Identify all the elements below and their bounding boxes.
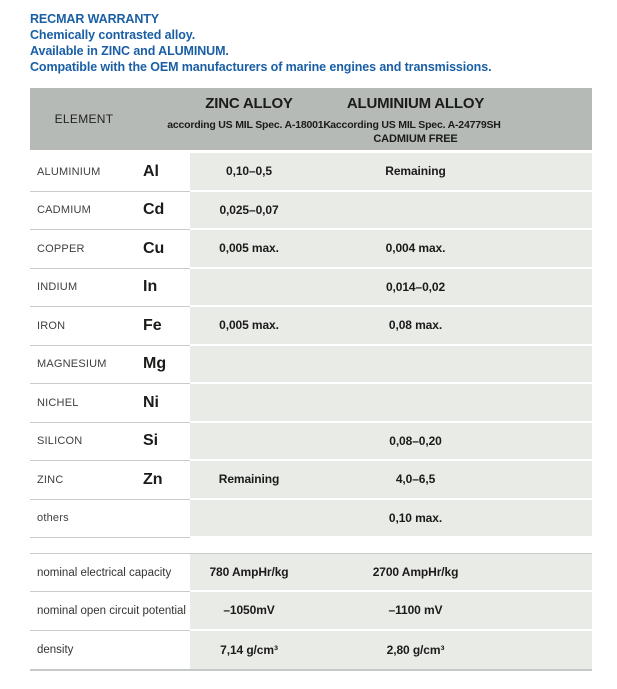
row-filler	[523, 461, 592, 500]
zinc-value: 780 AmpHr/kg	[190, 554, 308, 592]
zinc-alloy-title: ZINC ALLOY	[205, 95, 293, 112]
table-row	[30, 269, 592, 308]
zinc-value	[190, 384, 308, 423]
aluminium-value: 2,80 g/cm³	[308, 631, 523, 669]
element-symbol: Si	[138, 423, 190, 462]
alloy-spec-table	[30, 88, 592, 671]
table-row	[30, 631, 592, 669]
zinc-value: 0,10–0,5	[190, 153, 308, 192]
aluminium-value	[308, 192, 523, 231]
property-rows	[30, 554, 592, 669]
aluminium-value: Remaining	[308, 153, 523, 192]
element-symbol: Mg	[138, 346, 190, 385]
element-name: COPPER	[30, 230, 138, 269]
row-filler	[523, 384, 592, 423]
intro-line-alloy: Chemically contrasted alloy.	[30, 28, 196, 42]
element-symbol: Al	[138, 153, 190, 192]
property-name: nominal electrical capacity	[30, 554, 190, 592]
element-name: CADMIUM	[30, 192, 138, 231]
element-symbol: Ni	[138, 384, 190, 423]
intro-text	[0, 0, 617, 75]
intro-line-warranty: RECMAR WARRANTY	[30, 12, 160, 26]
section-break	[30, 538, 592, 554]
element-symbol	[138, 500, 190, 539]
zinc-value	[190, 500, 308, 539]
zinc-value	[190, 346, 308, 385]
element-name: IRON	[30, 307, 138, 346]
element-symbol: Cd	[138, 192, 190, 231]
element-symbol: Zn	[138, 461, 190, 500]
table-row	[30, 423, 592, 462]
table-row	[30, 554, 592, 592]
header-zinc-alloy	[167, 88, 331, 150]
header-aluminium-alloy	[308, 88, 523, 150]
element-name: ZINC	[30, 461, 138, 500]
zinc-value: –1050mV	[190, 592, 308, 630]
element-name: others	[30, 500, 138, 539]
table-row	[30, 153, 592, 192]
property-name: density	[30, 631, 190, 669]
aluminium-value: 0,08 max.	[308, 307, 523, 346]
zinc-value: 7,14 g/cm³	[190, 631, 308, 669]
element-name: ALUMINIUM	[30, 153, 138, 192]
aluminium-value: 0,004 max.	[308, 230, 523, 269]
zinc-value: 0,025–0,07	[190, 192, 308, 231]
row-filler	[523, 269, 592, 308]
row-filler	[523, 554, 592, 592]
aluminium-value: –1100 mV	[308, 592, 523, 630]
aluminium-value: 0,08–0,20	[308, 423, 523, 462]
table-row	[30, 461, 592, 500]
intro-line-compatibility: Compatible with the OEM manufacturers of marine engines and transmissions.	[30, 60, 492, 74]
element-symbol: Fe	[138, 307, 190, 346]
zinc-value: 0,005 max.	[190, 307, 308, 346]
aluminium-value: 4,0–6,5	[308, 461, 523, 500]
table-header-row	[30, 88, 592, 153]
table-row	[30, 346, 592, 385]
zinc-value: 0,005 max.	[190, 230, 308, 269]
aluminium-value	[308, 346, 523, 385]
element-name: SILICON	[30, 423, 138, 462]
element-name: INDIUM	[30, 269, 138, 308]
element-name: MAGNESIUM	[30, 346, 138, 385]
table-row	[30, 384, 592, 423]
row-filler	[523, 192, 592, 231]
element-symbol: In	[138, 269, 190, 308]
zinc-alloy-spec: according US MIL Spec. A-18001K	[167, 119, 331, 131]
aluminium-alloy-spec: according US MIL Spec. A-24779SH	[330, 119, 501, 131]
zinc-value	[190, 269, 308, 308]
row-filler	[523, 230, 592, 269]
row-filler	[523, 631, 592, 669]
row-filler	[523, 307, 592, 346]
row-filler	[523, 153, 592, 192]
row-filler	[523, 423, 592, 462]
aluminium-alloy-title: ALUMINIUM ALLOY	[346, 95, 485, 112]
zinc-value: Remaining	[190, 461, 308, 500]
aluminium-value: 0,10 max.	[308, 500, 523, 539]
element-rows	[30, 153, 592, 538]
aluminium-value	[308, 384, 523, 423]
aluminium-value: 2700 AmpHr/kg	[308, 554, 523, 592]
aluminium-value: 0,014–0,02	[308, 269, 523, 308]
element-symbol: Cu	[138, 230, 190, 269]
table-row	[30, 307, 592, 346]
table-row	[30, 500, 592, 539]
property-name: nominal open circuit potential	[30, 592, 190, 630]
header-element-label: ELEMENT	[54, 112, 114, 126]
row-filler	[523, 592, 592, 630]
table-row	[30, 592, 592, 630]
element-name: NICHEL	[30, 384, 138, 423]
table-row	[30, 230, 592, 269]
table-row	[30, 192, 592, 231]
zinc-value	[190, 423, 308, 462]
row-filler	[523, 500, 592, 539]
row-filler	[523, 346, 592, 385]
intro-line-availability: Available in ZINC and ALUMINUM.	[30, 44, 229, 58]
cadmium-free-note: CADMIUM FREE	[373, 133, 458, 145]
